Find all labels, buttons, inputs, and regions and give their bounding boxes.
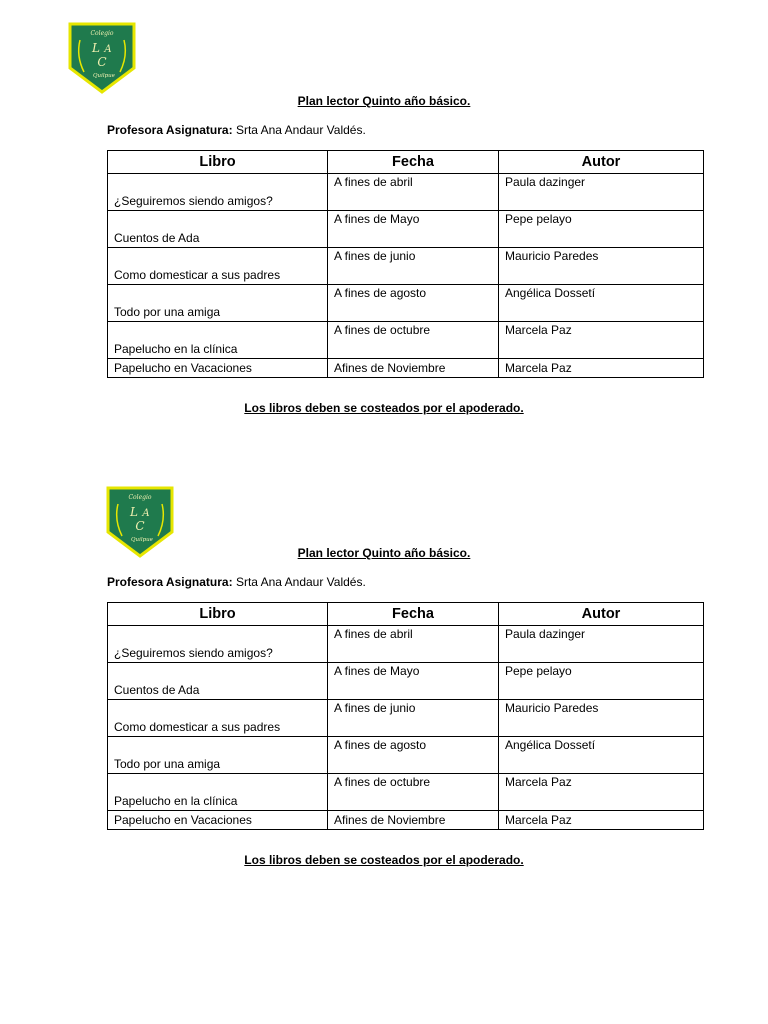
book-cell: Todo por una amiga (108, 285, 328, 322)
logo-text-quilpue: Quilpue (131, 537, 153, 543)
author-cell: Marcela Paz (499, 774, 704, 811)
teacher-label: Profesora Asignatura: (107, 575, 233, 589)
table-row (108, 700, 704, 737)
logo-letter-a: A (104, 44, 112, 55)
logo-letter-c: C (135, 519, 145, 533)
table-header-row (108, 603, 704, 626)
table-row (108, 248, 704, 285)
table-row (108, 285, 704, 322)
header-libro: Libro (108, 603, 328, 626)
table-row (108, 663, 704, 700)
date-cell: A fines de junio (328, 700, 499, 737)
header-libro: Libro (108, 151, 328, 174)
book-cell: Cuentos de Ada (108, 663, 328, 700)
book-cell: Papelucho en la clínica (108, 322, 328, 359)
date-cell: A fines de junio (328, 248, 499, 285)
book-cell: Papelucho en Vacaciones (108, 359, 328, 378)
school-crest-icon (68, 22, 136, 94)
cost-note: Los libros deben se costeados por el apoderado. (244, 401, 524, 415)
date-cell: A fines de octubre (328, 322, 499, 359)
author-cell: Marcela Paz (499, 811, 704, 830)
date-cell: Afines de Noviembre (328, 811, 499, 830)
reading-plan-table (107, 150, 704, 378)
logo-letter-l: L (130, 505, 138, 519)
date-cell: A fines de agosto (328, 737, 499, 774)
author-cell: Paula dazinger (499, 174, 704, 211)
plan-section-2 (0, 452, 768, 902)
logo-letter-a: A (142, 508, 150, 519)
date-cell: A fines de Mayo (328, 211, 499, 248)
book-cell: ¿Seguiremos siendo amigos? (108, 174, 328, 211)
author-cell: Pepe pelayo (499, 211, 704, 248)
logo-text-quilpue: Quilpue (93, 73, 115, 79)
author-cell: Mauricio Paredes (499, 700, 704, 737)
header-fecha: Fecha (328, 151, 499, 174)
logo-text-colegio: Colegio (90, 30, 114, 37)
logo-letter-l: L (92, 41, 100, 55)
date-cell: A fines de abril (328, 174, 499, 211)
plan-section-1 (0, 0, 768, 450)
table-row (108, 774, 704, 811)
table-row (108, 737, 704, 774)
teacher-label: Profesora Asignatura: (107, 123, 233, 137)
table-row (108, 359, 704, 378)
teacher-line (107, 123, 366, 137)
author-cell: Pepe pelayo (499, 663, 704, 700)
teacher-name: Srta Ana Andaur Valdés. (235, 123, 366, 137)
book-cell: Cuentos de Ada (108, 211, 328, 248)
plan-title: Plan lector Quinto año básico. (297, 546, 471, 560)
book-cell: Como domesticar a sus padres (108, 700, 328, 737)
header-autor: Autor (499, 151, 704, 174)
logo-letter-c: C (97, 55, 107, 69)
reading-plan-table (107, 602, 704, 830)
teacher-line (107, 575, 366, 589)
cost-note: Los libros deben se costeados por el apoderado. (244, 853, 524, 867)
logo-text-colegio: Colegio (128, 494, 152, 501)
plan-title: Plan lector Quinto año básico. (297, 94, 471, 108)
teacher-name: Srta Ana Andaur Valdés. (235, 575, 366, 589)
book-cell: ¿Seguiremos siendo amigos? (108, 626, 328, 663)
date-cell: A fines de agosto (328, 285, 499, 322)
table-row (108, 211, 704, 248)
header-autor: Autor (499, 603, 704, 626)
book-cell: Como domesticar a sus padres (108, 248, 328, 285)
author-cell: Angélica Dossetí (499, 285, 704, 322)
date-cell: Afines de Noviembre (328, 359, 499, 378)
author-cell: Marcela Paz (499, 322, 704, 359)
author-cell: Angélica Dossetí (499, 737, 704, 774)
book-cell: Todo por una amiga (108, 737, 328, 774)
author-cell: Paula dazinger (499, 626, 704, 663)
table-row (108, 811, 704, 830)
school-logo (68, 22, 136, 94)
author-cell: Marcela Paz (499, 359, 704, 378)
book-cell: Papelucho en Vacaciones (108, 811, 328, 830)
date-cell: A fines de Mayo (328, 663, 499, 700)
author-cell: Mauricio Paredes (499, 248, 704, 285)
header-fecha: Fecha (328, 603, 499, 626)
table-header-row (108, 151, 704, 174)
table-row (108, 174, 704, 211)
date-cell: A fines de abril (328, 626, 499, 663)
date-cell: A fines de octubre (328, 774, 499, 811)
table-row (108, 322, 704, 359)
book-cell: Papelucho en la clínica (108, 774, 328, 811)
table-row (108, 626, 704, 663)
